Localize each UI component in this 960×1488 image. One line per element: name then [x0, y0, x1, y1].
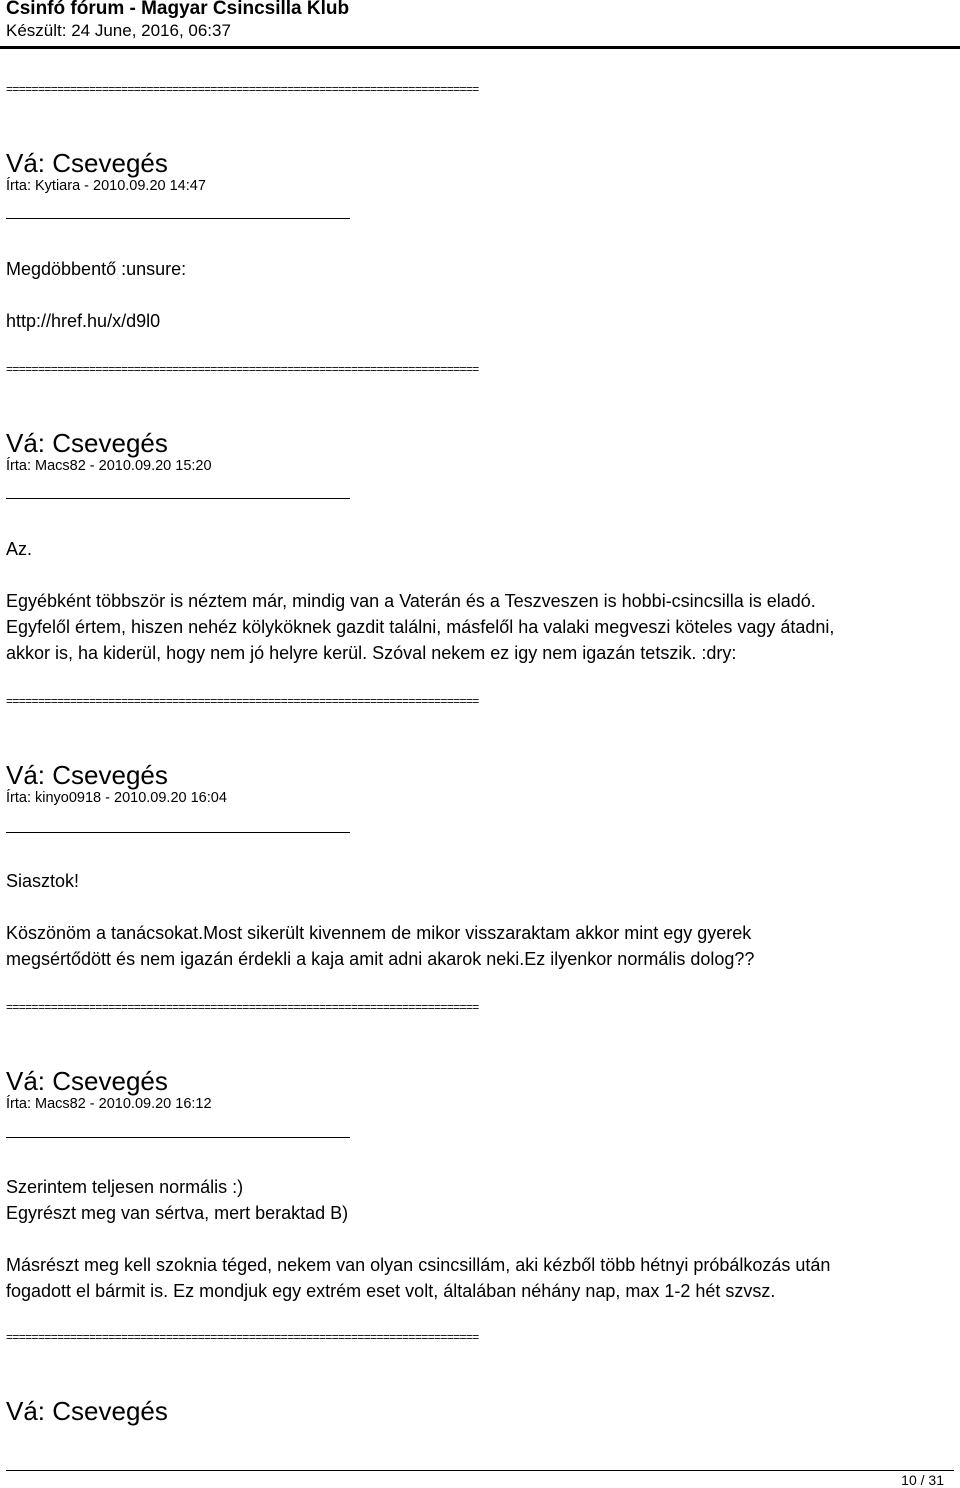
post-separator: ==========================================================================	[6, 362, 479, 376]
post-title: Vá: Csevegés	[6, 1396, 168, 1426]
post-separator: ==========================================================================	[6, 82, 479, 96]
post-author: Írta: Kytiara - 2010.09.20 14:47	[6, 178, 206, 194]
post-line: Másrészt meg kell szoknia téged, nekem van olyan csincsillám, aki kézből több hétnyi próbálkozás után	[6, 1255, 831, 1275]
post-line: akkor is, ha kiderül, hogy nem jó helyre kerül. Szóval nekem ez igy nem igazán tetszik. :dry:	[6, 643, 737, 663]
post-line: Egyfelől értem, hiszen nehéz kölyköknek gazdit találni, másfelől ha valaki megveszi köteles vagy átadni,	[6, 617, 835, 637]
created-date: Készült: 24 June, 2016, 06:37	[6, 21, 231, 40]
post-line: Egyrészt meg van sértva, mert beraktad B)	[6, 1203, 349, 1223]
post-divider	[6, 832, 350, 833]
post-line: Egyébként többször is néztem már, mindig van a Vaterán és a Teszveszen is hobbi-csincsilla is eladó.	[6, 591, 816, 611]
header-divider	[0, 46, 960, 49]
post-separator: ==========================================================================	[6, 1000, 479, 1014]
post-line: Megdöbbentő :unsure:	[6, 259, 187, 279]
post-separator: ==========================================================================	[6, 694, 479, 708]
site-title: Csinfó fórum - Magyar Csincsilla Klub	[6, 0, 350, 19]
post-title: Vá: Csevegés	[6, 760, 168, 790]
footer-divider	[6, 1470, 954, 1471]
post-divider	[6, 218, 350, 219]
post-line: Siasztok!	[6, 871, 80, 891]
post-divider	[6, 1137, 350, 1138]
post-title: Vá: Csevegés	[6, 1066, 168, 1096]
post-author: Írta: Macs82 - 2010.09.20 15:20	[6, 458, 212, 474]
post-line: fogadott el bármit is. Ez mondjuk egy extrém eset volt, általában néhány nap, max 1-2 hét szvsz.	[6, 1281, 776, 1301]
post-line: Az.	[6, 539, 33, 559]
post-divider	[6, 498, 350, 499]
post-title: Vá: Csevegés	[6, 428, 168, 458]
post-line: megsértődött és nem igazán érdekli a kaja amit adni akarok neki.Ez ilyenkor normális dolog??	[6, 949, 755, 969]
post-title: Vá: Csevegés	[6, 148, 168, 178]
post-author: Írta: Macs82 - 2010.09.20 16:12	[6, 1096, 212, 1112]
post-link[interactable]: http://href.hu/x/d9l0	[6, 311, 161, 331]
post-author: Írta: kinyo0918 - 2010.09.20 16:04	[6, 790, 227, 806]
post-separator: ==========================================================================	[6, 1330, 479, 1344]
post-line: Köszönöm a tanácsokat.Most sikerült kivennem de mikor visszaraktam akkor mint egy gyerek	[6, 923, 752, 943]
post-line: Szerintem teljesen normális :)	[6, 1177, 244, 1197]
page-number: 10 / 31	[901, 1472, 944, 1488]
